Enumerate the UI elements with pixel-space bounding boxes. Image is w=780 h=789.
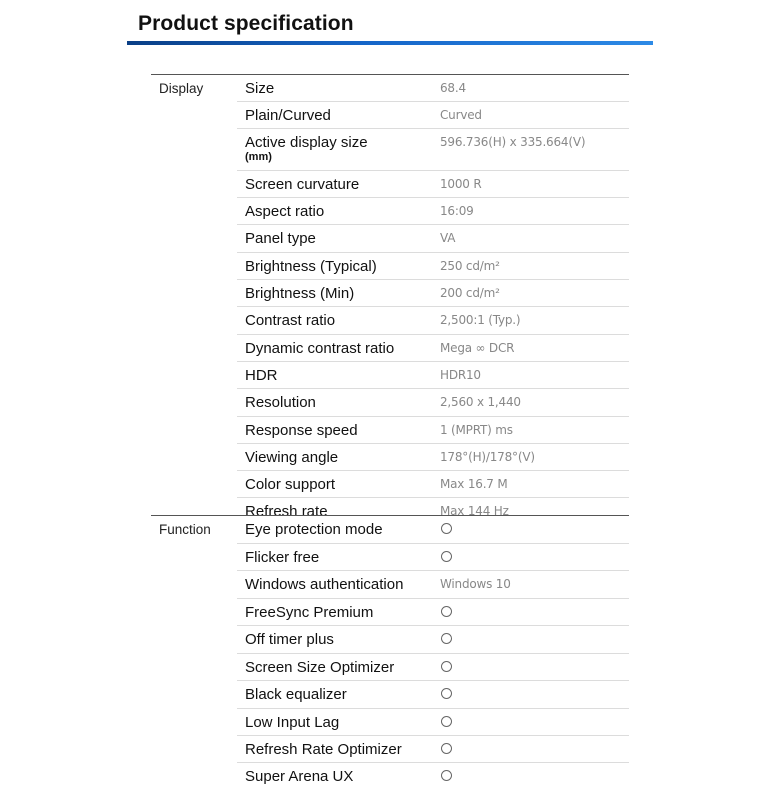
spec-label-text: Low Input Lag <box>245 714 340 731</box>
spec-value: Max 144 Hz <box>440 504 509 518</box>
spec-label <box>245 134 368 163</box>
spec-value: 250 cd/m² <box>440 259 500 273</box>
spec-value: 1000 R <box>440 177 482 191</box>
spec-row <box>237 335 629 362</box>
spec-label <box>245 203 324 220</box>
circle-icon <box>441 551 452 562</box>
circle-icon <box>441 770 452 781</box>
section-label-display: Display <box>159 81 204 96</box>
circle-icon <box>441 716 452 727</box>
spec-value: 178°(H)/178°(V) <box>440 450 535 464</box>
spec-value <box>440 604 452 621</box>
circle-icon <box>441 523 452 534</box>
spec-row <box>237 362 629 389</box>
spec-label-text: Color support <box>245 476 336 493</box>
spec-label <box>245 768 353 785</box>
spec-label-text: Screen Size Optimizer <box>245 659 395 676</box>
spec-label <box>245 604 373 621</box>
spec-value: 2,560 x 1,440 <box>440 395 521 409</box>
spec-row <box>237 225 629 253</box>
spec-label <box>245 176 359 193</box>
circle-icon <box>441 743 452 754</box>
spec-row <box>237 253 629 280</box>
spec-label <box>245 394 316 411</box>
spec-label-text: Brightness (Min) <box>245 285 355 302</box>
spec-label-text: Flicker free <box>245 549 320 566</box>
circle-icon <box>441 688 452 699</box>
spec-value <box>440 549 452 566</box>
spec-value <box>440 714 452 731</box>
spec-value: Windows 10 <box>440 577 511 591</box>
section-label-function: Function <box>159 522 211 537</box>
function-section <box>151 515 629 785</box>
spec-label-text: Brightness (Typical) <box>245 258 377 275</box>
spec-row <box>237 417 629 444</box>
spec-unit: (mm) <box>245 151 272 163</box>
spec-row <box>237 599 629 626</box>
spec-label-text: Contrast ratio <box>245 312 336 329</box>
spec-value: Mega ∞ DCR <box>440 341 515 355</box>
spec-row <box>237 544 629 571</box>
spec-value <box>440 659 452 676</box>
spec-row <box>237 709 629 736</box>
spec-label <box>245 422 358 439</box>
spec-label-text: Aspect ratio <box>245 203 325 220</box>
spec-label-text: Active display size <box>245 134 368 151</box>
function-rows <box>237 516 629 789</box>
spec-value: Max 16.7 M <box>440 477 508 491</box>
spec-label <box>245 449 338 466</box>
spec-label-text: FreeSync Premium <box>245 604 374 621</box>
title-underline <box>127 41 653 45</box>
spec-row <box>237 280 629 307</box>
spec-value: 1 (MPRT) ms <box>440 423 513 437</box>
spec-label <box>245 312 335 329</box>
spec-row <box>237 102 629 129</box>
spec-label <box>245 576 403 593</box>
spec-label-text: Screen curvature <box>245 176 360 193</box>
spec-label <box>245 521 383 538</box>
spec-row <box>237 571 629 599</box>
spec-label-text: Off timer plus <box>245 631 334 648</box>
spec-label <box>245 230 316 247</box>
spec-label <box>245 686 347 703</box>
spec-label-text: Eye protection mode <box>245 521 383 538</box>
spec-value: 200 cd/m² <box>440 286 500 300</box>
spec-label-text: Black equalizer <box>245 686 347 703</box>
spec-label-text: Viewing angle <box>245 449 339 466</box>
spec-label-text: Refresh rate <box>245 503 328 520</box>
spec-row <box>237 654 629 681</box>
spec-row <box>237 626 629 654</box>
spec-label-text: Dynamic contrast ratio <box>245 340 395 357</box>
spec-label-text: Response speed <box>245 422 358 439</box>
circle-icon <box>441 633 452 644</box>
spec-label-text: Size <box>245 80 275 97</box>
spec-row <box>237 516 629 544</box>
spec-row <box>237 75 629 102</box>
spec-label <box>245 631 334 648</box>
spec-value <box>440 768 452 785</box>
spec-label <box>245 258 377 275</box>
spec-label <box>245 714 339 731</box>
spec-label-text: Windows authentication <box>245 576 404 593</box>
spec-label-text: Panel type <box>245 230 316 247</box>
spec-label-text: Super Arena UX <box>245 768 354 785</box>
spec-label <box>245 659 394 676</box>
spec-value: HDR10 <box>440 368 481 382</box>
spec-value: 596.736(H) x 335.664(V) <box>440 135 586 149</box>
spec-row <box>237 389 629 417</box>
spec-row <box>237 307 629 335</box>
spec-row <box>237 171 629 198</box>
spec-row <box>237 736 629 763</box>
spec-value: 2,500:1 (Typ.) <box>440 313 521 327</box>
spec-value <box>440 741 452 758</box>
spec-label-text: Plain/Curved <box>245 107 331 124</box>
spec-row <box>237 471 629 498</box>
spec-label <box>245 285 354 302</box>
spec-row <box>237 129 629 171</box>
circle-icon <box>441 606 452 617</box>
display-section <box>151 74 629 520</box>
spec-label <box>245 476 335 493</box>
circle-icon <box>441 661 452 672</box>
page-title: Product specification <box>138 12 354 35</box>
spec-value: VA <box>440 231 456 245</box>
spec-value <box>440 631 452 648</box>
spec-row <box>237 198 629 225</box>
spec-value <box>440 521 452 538</box>
spec-label-text: Resolution <box>245 394 316 411</box>
spec-value: Curved <box>440 108 482 122</box>
display-rows <box>237 75 629 524</box>
spec-value: 16:09 <box>440 204 474 218</box>
spec-label <box>245 80 274 97</box>
spec-label <box>245 741 402 758</box>
spec-label <box>245 367 278 384</box>
spec-value: 68.4 <box>440 81 466 95</box>
spec-label <box>245 107 331 124</box>
spec-label <box>245 340 394 357</box>
spec-row <box>237 763 629 789</box>
spec-label <box>245 549 319 566</box>
spec-row <box>237 444 629 471</box>
spec-label-text: Refresh Rate Optimizer <box>245 741 402 758</box>
spec-label-text: HDR <box>245 367 278 384</box>
spec-row <box>237 681 629 709</box>
spec-value <box>440 686 452 703</box>
